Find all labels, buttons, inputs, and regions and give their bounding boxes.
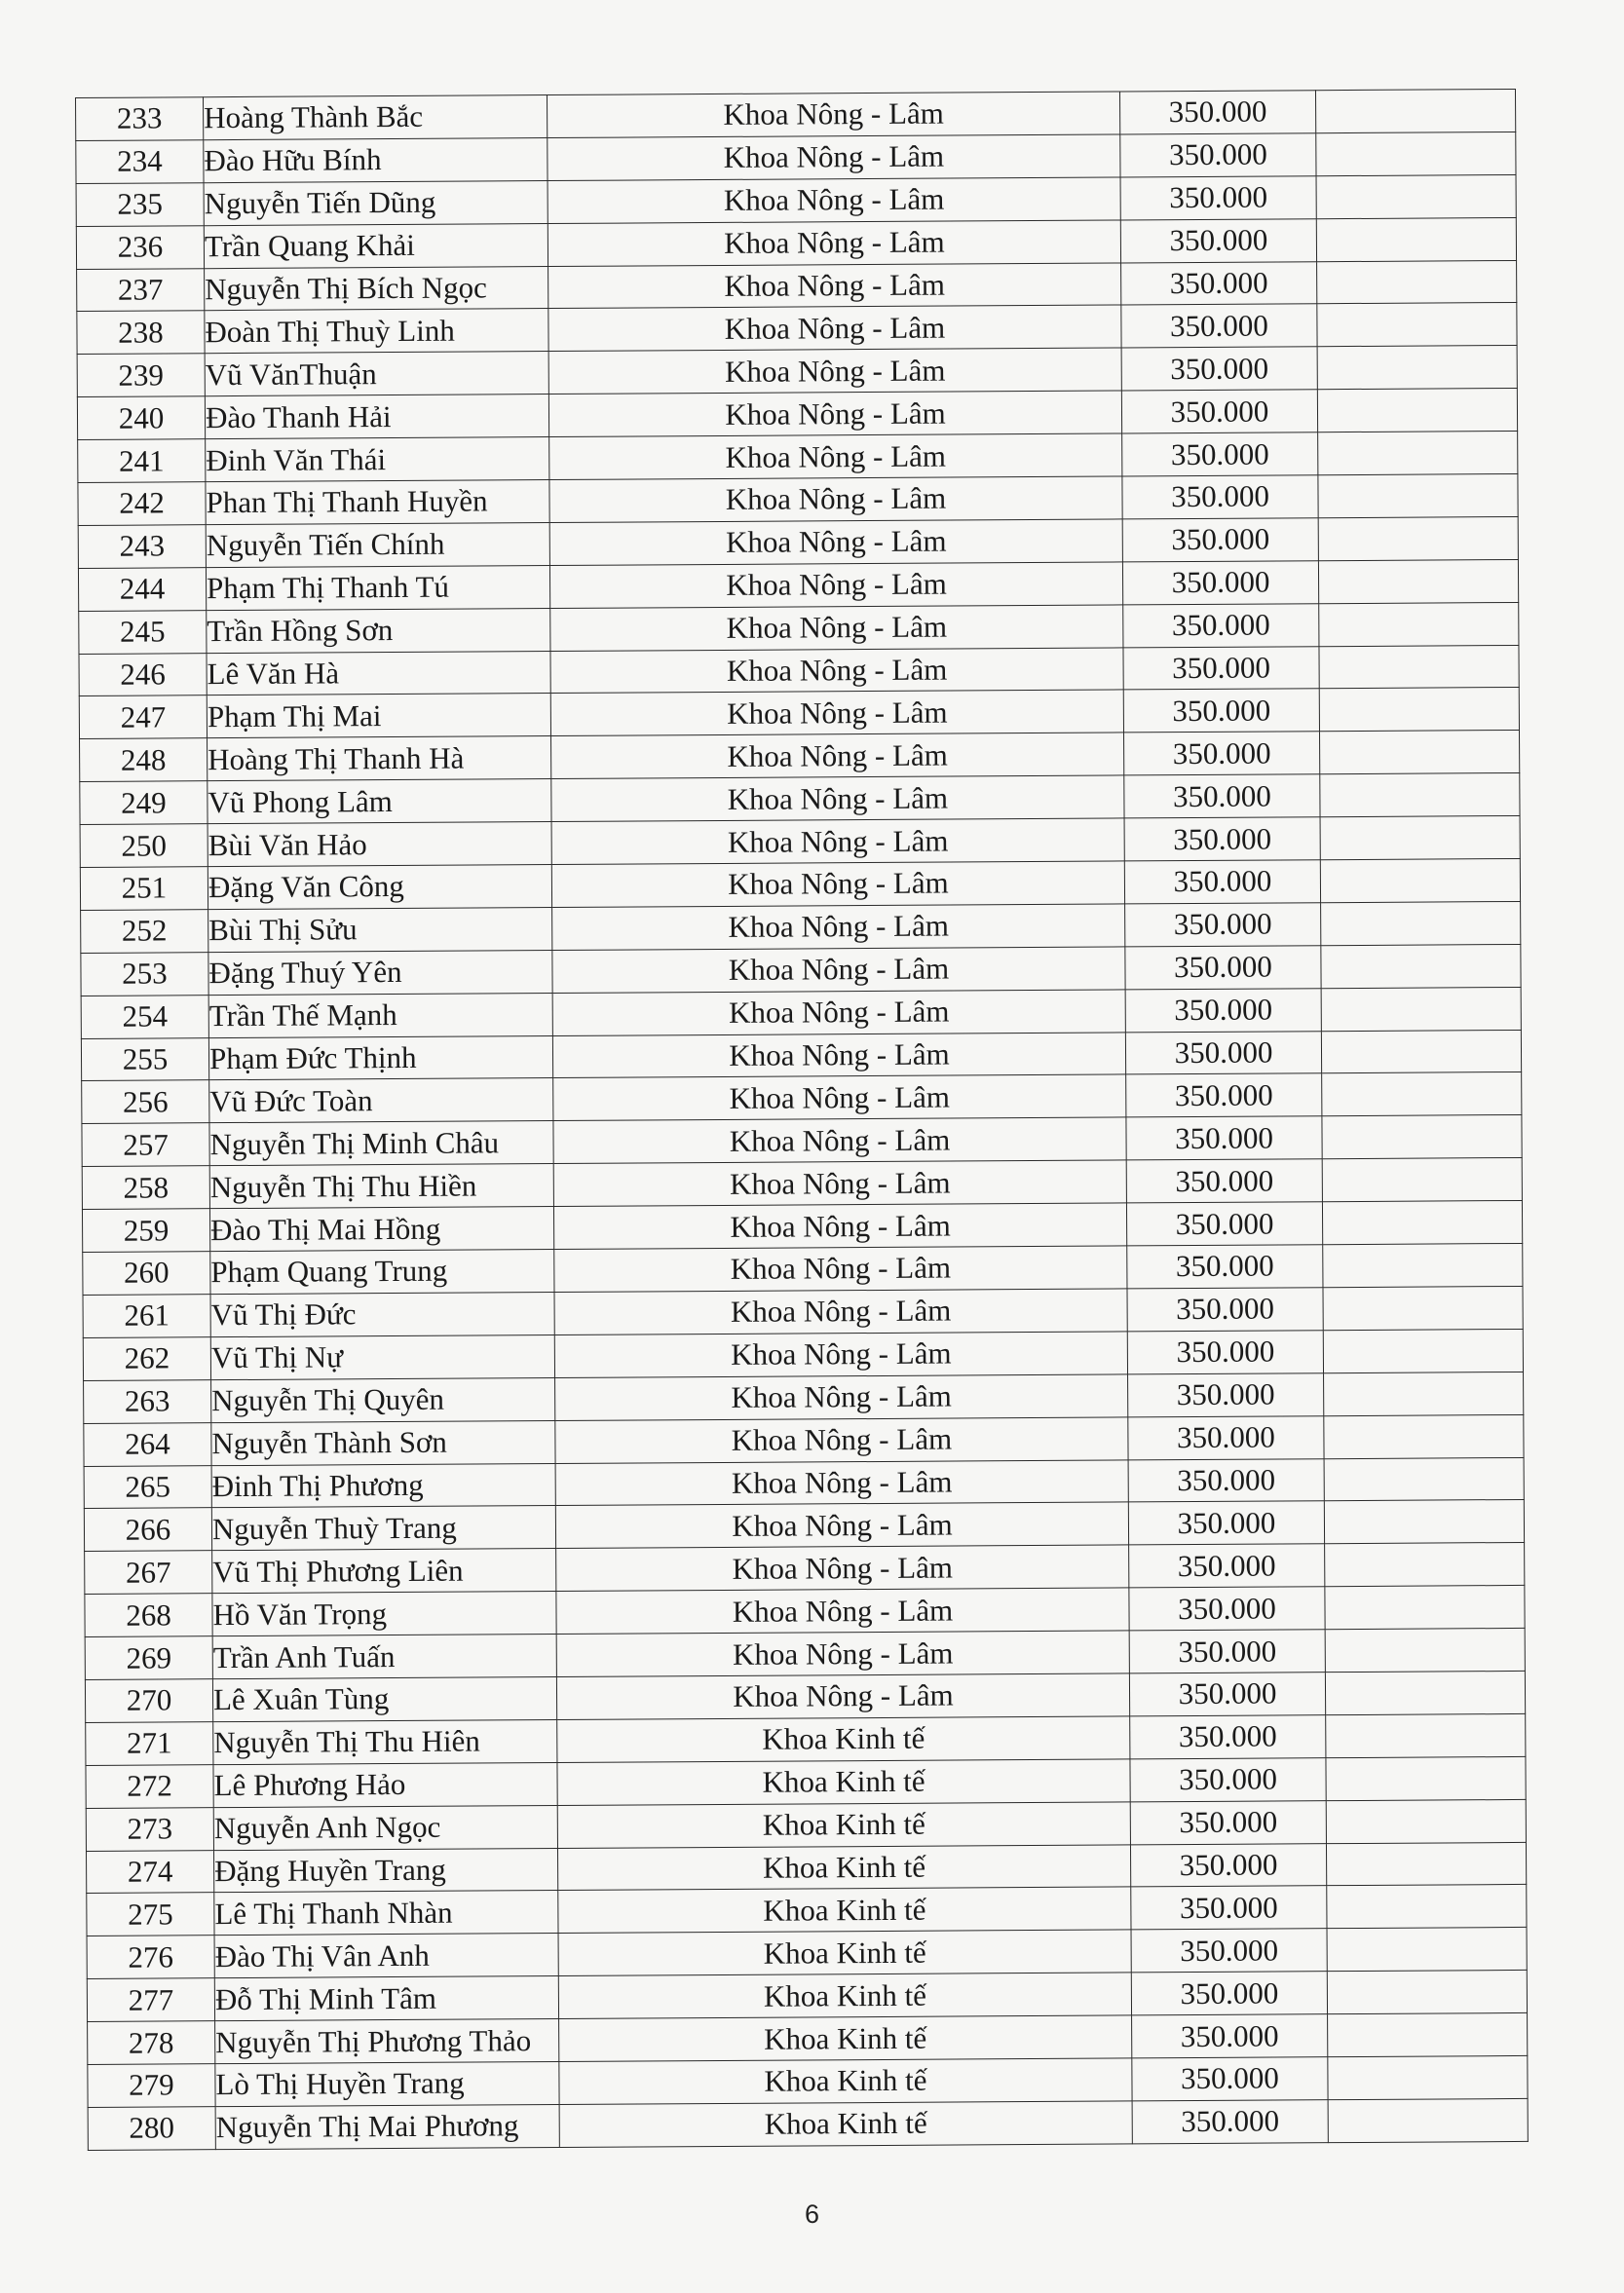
- name-cell: Nguyễn Tiến Dũng: [204, 180, 548, 225]
- name-cell: Nguyễn Anh Ngọc: [213, 1805, 557, 1850]
- amount-cell: 350.000: [1131, 1886, 1327, 1930]
- amount-cell: 350.000: [1122, 432, 1318, 476]
- row-number-cell: 270: [85, 1679, 212, 1723]
- blank-cell: [1321, 987, 1521, 1031]
- amount-cell: 350.000: [1123, 689, 1319, 733]
- unit-cell: Khoa Nông - Lâm: [548, 134, 1120, 180]
- unit-cell: Khoa Nông - Lâm: [553, 1160, 1126, 1206]
- row-number-cell: 261: [83, 1295, 210, 1338]
- blank-cell: [1318, 559, 1518, 603]
- unit-cell: Khoa Nông - Lâm: [556, 1545, 1129, 1591]
- blank-cell: [1316, 174, 1516, 218]
- unit-cell: Khoa Nông - Lâm: [549, 562, 1122, 608]
- name-cell: Vũ Phong Lâm: [208, 779, 551, 824]
- amount-cell: 350.000: [1124, 860, 1320, 904]
- name-cell: Đào Thanh Hải: [205, 395, 548, 439]
- unit-cell: Khoa Kinh tế: [557, 1716, 1130, 1762]
- name-cell: Trần Anh Tuấn: [212, 1635, 556, 1679]
- unit-cell: Khoa Nông - Lâm: [553, 1074, 1126, 1120]
- amount-cell: 350.000: [1127, 1288, 1323, 1332]
- row-number-cell: 239: [77, 354, 205, 397]
- row-number-cell: 279: [88, 2064, 215, 2108]
- amount-cell: 350.000: [1131, 1929, 1327, 1973]
- unit-cell: Khoa Kinh tế: [559, 2101, 1132, 2147]
- amount-cell: 350.000: [1130, 1757, 1326, 1801]
- blank-cell: [1322, 1158, 1522, 1202]
- blank-cell: [1325, 1671, 1525, 1714]
- name-cell: Lê Văn Hà: [207, 651, 550, 695]
- name-cell: Nguyễn Thị Bích Ngọc: [205, 266, 548, 311]
- amount-cell: 350.000: [1121, 261, 1317, 305]
- amount-cell: 350.000: [1123, 603, 1319, 647]
- row-number-cell: 233: [76, 97, 204, 141]
- blank-cell: [1317, 303, 1517, 347]
- unit-cell: Khoa Nông - Lâm: [555, 1502, 1128, 1548]
- amount-cell: 350.000: [1126, 1116, 1322, 1160]
- blank-cell: [1321, 944, 1521, 988]
- name-cell: Hoàng Thị Thanh Hà: [208, 736, 551, 781]
- blank-cell: [1320, 858, 1520, 902]
- name-cell: Vũ VănThuận: [205, 352, 548, 396]
- unit-cell: Khoa Nông - Lâm: [550, 690, 1123, 735]
- row-number-cell: 240: [77, 396, 205, 440]
- blank-cell: [1320, 773, 1520, 817]
- unit-cell: Khoa Kinh tế: [557, 1844, 1130, 1890]
- name-cell: Lê Xuân Tùng: [212, 1676, 556, 1721]
- blank-cell: [1323, 1243, 1523, 1287]
- blank-cell: [1320, 731, 1520, 774]
- blank-cell: [1317, 389, 1517, 432]
- amount-cell: 350.000: [1130, 1843, 1326, 1887]
- unit-cell: Khoa Nông - Lâm: [548, 348, 1121, 394]
- unit-cell: Khoa Nông - Lâm: [551, 775, 1124, 821]
- row-number-cell: 234: [76, 140, 204, 184]
- amount-cell: 350.000: [1124, 732, 1320, 775]
- row-number-cell: 258: [82, 1166, 209, 1210]
- unit-cell: Khoa Nông - Lâm: [554, 1246, 1127, 1292]
- row-number-cell: 237: [77, 268, 205, 312]
- row-number-cell: 241: [78, 439, 206, 483]
- unit-cell: Khoa Nông - Lâm: [548, 263, 1121, 309]
- unit-cell: Khoa Nông - Lâm: [552, 1033, 1125, 1078]
- row-number-cell: 277: [87, 1978, 214, 2022]
- amount-cell: 350.000: [1126, 1202, 1322, 1246]
- unit-cell: Khoa Nông - Lâm: [548, 305, 1121, 351]
- amount-cell: 350.000: [1120, 218, 1316, 262]
- blank-cell: [1327, 1928, 1527, 1972]
- unit-cell: Khoa Nông - Lâm: [553, 1203, 1126, 1249]
- unit-cell: Khoa Nông - Lâm: [555, 1374, 1128, 1420]
- unit-cell: Khoa Nông - Lâm: [550, 605, 1123, 651]
- name-cell: Lê Thị Thanh Nhàn: [214, 1891, 558, 1936]
- blank-cell: [1323, 1286, 1523, 1330]
- name-cell: Hồ Văn Trọng: [212, 1592, 556, 1636]
- row-number-cell: 248: [80, 738, 208, 782]
- name-cell: Bùi Thị Sửu: [208, 907, 552, 952]
- name-cell: Phạm Thị Thanh Tú: [206, 565, 549, 610]
- name-cell: Lò Thị Huyền Trang: [215, 2061, 559, 2106]
- amount-cell: 350.000: [1131, 1972, 1327, 2015]
- name-cell: Đinh Văn Thái: [206, 437, 549, 482]
- name-cell: Hoàng Thành Bắc: [204, 95, 548, 140]
- unit-cell: Khoa Nông - Lâm: [548, 177, 1120, 223]
- name-cell: Nguyễn Thị Mai Phương: [215, 2104, 559, 2149]
- row-number-cell: 243: [78, 525, 206, 569]
- amount-cell: 350.000: [1129, 1544, 1325, 1588]
- row-number-cell: 246: [79, 653, 207, 696]
- blank-cell: [1325, 1586, 1525, 1630]
- unit-cell: Khoa Kinh tế: [558, 1887, 1131, 1933]
- unit-cell: Khoa Kinh tế: [558, 1973, 1131, 2018]
- row-number-cell: 236: [76, 225, 204, 269]
- unit-cell: Khoa Kinh tế: [559, 2058, 1132, 2104]
- amount-cell: 350.000: [1127, 1245, 1323, 1289]
- row-number-cell: 269: [85, 1636, 212, 1680]
- blank-cell: [1321, 901, 1521, 945]
- amount-cell: 350.000: [1123, 646, 1319, 690]
- amount-cell: 350.000: [1128, 1415, 1324, 1459]
- blank-cell: [1315, 89, 1515, 132]
- page-number: 6: [804, 2199, 820, 2229]
- row-number-cell: 273: [86, 1807, 213, 1851]
- name-cell: Trần Hồng Sơn: [207, 608, 550, 653]
- blank-cell: [1326, 1756, 1526, 1800]
- unit-cell: Khoa Nông - Lâm: [553, 1117, 1126, 1163]
- unit-cell: Khoa Nông - Lâm: [549, 519, 1122, 565]
- name-cell: Đặng Thuý Yên: [208, 950, 552, 995]
- blank-cell: [1317, 260, 1517, 304]
- unit-cell: Khoa Nông - Lâm: [549, 476, 1122, 522]
- unit-cell: Khoa Nông - Lâm: [554, 1332, 1127, 1377]
- amount-cell: 350.000: [1121, 347, 1317, 391]
- name-cell: Đoàn Thị Thuỳ Linh: [205, 309, 548, 354]
- row-number-cell: 262: [83, 1337, 210, 1381]
- name-cell: Nguyễn Tiến Chính: [206, 522, 549, 567]
- unit-cell: Khoa Nông - Lâm: [555, 1459, 1128, 1505]
- amount-cell: 350.000: [1125, 988, 1321, 1032]
- unit-cell: Khoa Nông - Lâm: [548, 220, 1120, 266]
- amount-cell: 350.000: [1122, 518, 1318, 562]
- unit-cell: Khoa Nông - Lâm: [549, 433, 1122, 479]
- name-cell: Phạm Đức Thịnh: [208, 1035, 552, 1080]
- blank-cell: [1325, 1543, 1525, 1587]
- amount-cell: 350.000: [1125, 946, 1321, 990]
- amount-cell: 350.000: [1132, 2014, 1328, 2058]
- row-number-cell: 251: [80, 867, 208, 911]
- blank-cell: [1328, 2055, 1528, 2099]
- amount-cell: 350.000: [1128, 1501, 1324, 1545]
- amount-cell: 350.000: [1121, 304, 1317, 348]
- unit-cell: Khoa Nông - Lâm: [551, 861, 1124, 907]
- blank-cell: [1318, 473, 1518, 517]
- name-cell: Phạm Quang Trung: [210, 1250, 554, 1295]
- amount-cell: 350.000: [1125, 903, 1321, 947]
- name-cell: Lê Phương Hảo: [213, 1762, 557, 1807]
- unit-cell: Khoa Nông - Lâm: [552, 947, 1125, 993]
- row-number-cell: 254: [81, 995, 208, 1038]
- row-number-cell: 244: [78, 567, 206, 611]
- row-number-cell: 245: [79, 610, 207, 654]
- blank-cell: [1327, 1885, 1527, 1929]
- row-number-cell: 252: [81, 910, 208, 954]
- row-number-cell: 242: [78, 482, 206, 526]
- blank-cell: [1319, 645, 1519, 689]
- blank-cell: [1322, 1072, 1522, 1116]
- blank-cell: [1322, 1201, 1522, 1245]
- blank-cell: [1319, 688, 1519, 732]
- name-cell: Vũ Thị Phương Liên: [212, 1549, 556, 1594]
- name-cell: Đào Thị Mai Hồng: [209, 1207, 553, 1252]
- blank-cell: [1327, 1971, 1527, 2014]
- amount-cell: 350.000: [1120, 133, 1316, 177]
- amount-cell: 350.000: [1127, 1331, 1323, 1374]
- unit-cell: Khoa Kinh tế: [558, 1930, 1131, 1975]
- amount-cell: 350.000: [1128, 1458, 1324, 1502]
- row-number-cell: 255: [81, 1037, 208, 1081]
- blank-cell: [1328, 2098, 1528, 2142]
- amount-cell: 350.000: [1129, 1587, 1325, 1631]
- blank-cell: [1324, 1414, 1524, 1458]
- name-cell: Đào Thị Vân Anh: [214, 1934, 558, 1978]
- name-cell: Đào Hữu Bính: [204, 137, 548, 182]
- unit-cell: Khoa Nông - Lâm: [547, 92, 1119, 137]
- name-cell: Nguyễn Thành Sơn: [211, 1420, 555, 1465]
- row-number-cell: 276: [87, 1936, 214, 1979]
- unit-cell: Khoa Nông - Lâm: [551, 818, 1124, 864]
- blank-cell: [1326, 1713, 1526, 1757]
- unit-cell: Khoa Nông - Lâm: [555, 1417, 1128, 1463]
- name-cell: Trần Quang Khải: [204, 223, 548, 268]
- row-number-cell: 275: [87, 1893, 214, 1936]
- row-number-cell: 271: [86, 1722, 213, 1766]
- blank-cell: [1326, 1799, 1526, 1843]
- row-number-cell: 253: [81, 952, 208, 996]
- blank-cell: [1328, 2013, 1528, 2057]
- unit-cell: Khoa Nông - Lâm: [556, 1588, 1129, 1634]
- unit-cell: Khoa Nông - Lâm: [556, 1631, 1129, 1676]
- name-cell: Vũ Đức Toàn: [209, 1078, 553, 1123]
- row-number-cell: 249: [80, 781, 208, 825]
- name-cell: Phạm Thị Mai: [207, 694, 550, 738]
- blank-cell: [1317, 346, 1517, 390]
- unit-cell: Khoa Nông - Lâm: [548, 391, 1121, 436]
- amount-cell: 350.000: [1132, 2057, 1328, 2101]
- roster-table: [75, 89, 1529, 2151]
- blank-cell: [1316, 217, 1516, 261]
- name-cell: Nguyễn Thị Thu Hiền: [209, 1164, 553, 1209]
- row-number-cell: 265: [84, 1465, 211, 1509]
- name-cell: Bùi Văn Hảo: [208, 822, 551, 867]
- amount-cell: 350.000: [1130, 1715, 1326, 1759]
- blank-cell: [1325, 1629, 1525, 1673]
- blank-cell: [1318, 432, 1518, 475]
- name-cell: Vũ Thị Nự: [210, 1334, 554, 1379]
- blank-cell: [1320, 816, 1520, 860]
- blank-cell: [1316, 132, 1516, 175]
- unit-cell: Khoa Nông - Lâm: [552, 904, 1125, 950]
- name-cell: Phan Thị Thanh Huyền: [206, 480, 549, 525]
- row-number-cell: 260: [83, 1252, 210, 1296]
- name-cell: Trần Thế Mạnh: [208, 993, 552, 1037]
- table-row: [88, 2098, 1528, 2150]
- blank-cell: [1324, 1500, 1524, 1544]
- name-cell: Nguyễn Thuỳ Trang: [211, 1506, 555, 1551]
- row-number-cell: 250: [80, 824, 208, 868]
- amount-cell: 350.000: [1129, 1673, 1325, 1716]
- unit-cell: Khoa Kinh tế: [557, 1802, 1130, 1848]
- row-number-cell: 257: [82, 1123, 209, 1167]
- row-number-cell: 266: [84, 1508, 211, 1552]
- name-cell: Nguyễn Thị Thu Hiên: [213, 1719, 557, 1764]
- amount-cell: 350.000: [1129, 1630, 1325, 1673]
- unit-cell: Khoa Nông - Lâm: [556, 1673, 1129, 1719]
- blank-cell: [1318, 516, 1518, 560]
- unit-cell: Khoa Nông - Lâm: [552, 990, 1125, 1035]
- blank-cell: [1323, 1329, 1523, 1372]
- row-number-cell: 268: [85, 1594, 212, 1637]
- blank-cell: [1324, 1457, 1524, 1501]
- amount-cell: 350.000: [1125, 1031, 1321, 1074]
- row-number-cell: 264: [84, 1422, 211, 1466]
- amount-cell: 350.000: [1122, 561, 1318, 605]
- row-number-cell: 280: [88, 2107, 215, 2151]
- row-number-cell: 235: [76, 182, 204, 226]
- row-number-cell: 267: [85, 1551, 212, 1595]
- name-cell: Nguyễn Thị Phương Thảo: [215, 2019, 559, 2064]
- row-number-cell: 263: [84, 1379, 211, 1423]
- name-cell: Đỗ Thị Minh Tâm: [214, 1976, 558, 2021]
- unit-cell: Khoa Nông - Lâm: [554, 1289, 1127, 1334]
- row-number-cell: 278: [88, 2021, 215, 2065]
- blank-cell: [1326, 1842, 1526, 1886]
- unit-cell: Khoa Nông - Lâm: [551, 733, 1124, 778]
- name-cell: Nguyễn Thị Minh Châu: [209, 1121, 553, 1166]
- name-cell: Đặng Huyền Trang: [213, 1848, 557, 1893]
- unit-cell: Khoa Kinh tế: [559, 2015, 1132, 2061]
- row-number-cell: 274: [86, 1850, 213, 1894]
- row-number-cell: 247: [79, 695, 207, 739]
- row-number-cell: 256: [82, 1080, 209, 1124]
- name-cell: Đinh Thị Phương: [211, 1463, 555, 1508]
- amount-cell: 350.000: [1132, 2100, 1328, 2144]
- roster-table-body: [76, 89, 1529, 2150]
- blank-cell: [1321, 1030, 1521, 1073]
- amount-cell: 350.000: [1128, 1372, 1324, 1416]
- amount-cell: 350.000: [1121, 390, 1317, 433]
- amount-cell: 350.000: [1126, 1073, 1322, 1117]
- blank-cell: [1322, 1115, 1522, 1159]
- amount-cell: 350.000: [1119, 91, 1315, 134]
- amount-cell: 350.000: [1124, 817, 1320, 861]
- row-number-cell: 238: [77, 311, 205, 355]
- row-number-cell: 259: [82, 1209, 209, 1253]
- unit-cell: Khoa Nông - Lâm: [550, 648, 1123, 694]
- name-cell: Nguyễn Thị Quyên: [211, 1377, 555, 1422]
- amount-cell: 350.000: [1130, 1800, 1326, 1844]
- blank-cell: [1324, 1372, 1524, 1415]
- amount-cell: 350.000: [1126, 1159, 1322, 1203]
- row-number-cell: 272: [86, 1764, 213, 1808]
- name-cell: Vũ Thị Đức: [210, 1292, 554, 1336]
- blank-cell: [1319, 602, 1519, 646]
- name-cell: Đặng Văn Công: [208, 865, 551, 910]
- unit-cell: Khoa Kinh tế: [557, 1759, 1130, 1805]
- amount-cell: 350.000: [1124, 774, 1320, 818]
- amount-cell: 350.000: [1122, 475, 1318, 519]
- amount-cell: 350.000: [1120, 176, 1316, 220]
